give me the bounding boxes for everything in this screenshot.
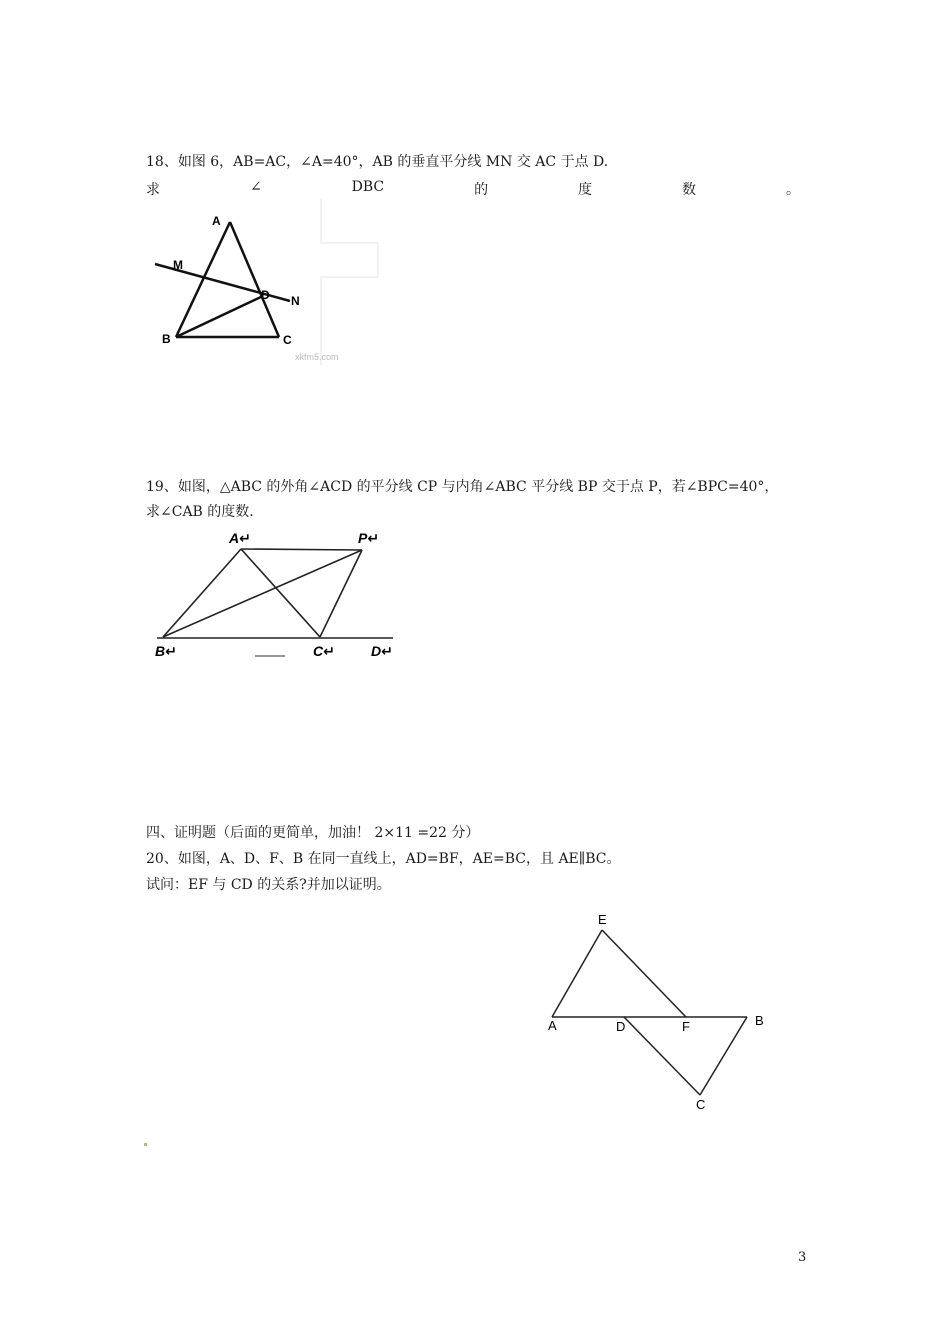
label-e: E: [598, 912, 607, 927]
segment-ef: [602, 930, 686, 1017]
label-a: A: [212, 214, 221, 228]
label-c: C: [696, 1097, 706, 1112]
segment-ab: [176, 222, 230, 337]
label-d: D: [261, 288, 270, 302]
q20-figure: [540, 905, 780, 1115]
watermark-text: xkfm5.com: [295, 352, 339, 362]
segment-bc: [700, 1017, 747, 1095]
label-d: D↵: [371, 643, 393, 659]
q18-word: 的: [474, 182, 489, 198]
q19-text-line2: 求∠CAB 的度数.: [146, 504, 254, 520]
page-number: 3: [798, 1250, 807, 1265]
segment-bp: [163, 550, 362, 637]
q20-text-line2: 试问：EF 与 CD 的关系?并加以证明。: [146, 877, 391, 893]
label-c: C: [283, 333, 292, 347]
label-c: C↵: [313, 643, 335, 659]
stray-mark: [144, 1143, 147, 1146]
q18-word: ∠: [249, 179, 262, 195]
q18-triangle-figure: [140, 195, 390, 370]
segment-ae: [552, 930, 602, 1017]
label-d: D: [616, 1019, 626, 1034]
q19-text-line1: 19、如图，△ABC 的外角∠ACD 的平分线 CP 与内角∠ABC 平分线 BP 交于点 P，若∠BPC=40°，: [146, 479, 779, 495]
label-n: N: [291, 294, 300, 308]
q18-word: DBC: [351, 179, 385, 195]
segment-bd: [176, 296, 263, 337]
label-b: B↵: [155, 643, 177, 659]
label-b: B: [755, 1013, 764, 1028]
q18-word: 数: [681, 182, 696, 198]
label-f: F: [682, 1019, 690, 1034]
label-p: P↵: [358, 530, 380, 546]
q19-parallelogram-figure: [145, 525, 405, 660]
label-b: B: [162, 332, 171, 346]
label-a: A↵: [229, 530, 251, 546]
segment-ab: [163, 549, 241, 637]
segment-ac: [241, 549, 320, 637]
segment-cp: [320, 550, 362, 637]
section-4-title: 四、证明题（后面的更简单，加油！ 2×11 =22 分）: [146, 825, 480, 841]
label-m: M: [173, 258, 183, 272]
label-a: A: [548, 1018, 557, 1033]
q18-word: 度: [578, 182, 593, 198]
segment-ac: [230, 222, 279, 337]
q20-text-line1: 20、如图，A、D、F、B 在同一直线上，AD=BF，AE=BC，且 AE∥BC。: [146, 851, 621, 867]
q18-text-line1: 18、如图 6，AB=AC，∠A=40°，AB 的垂直平分线 MN 交 AC 于点 D.: [146, 154, 609, 170]
q18-word: 。: [785, 182, 800, 198]
segment-ap: [241, 549, 362, 550]
q18-word: 求: [146, 182, 160, 198]
